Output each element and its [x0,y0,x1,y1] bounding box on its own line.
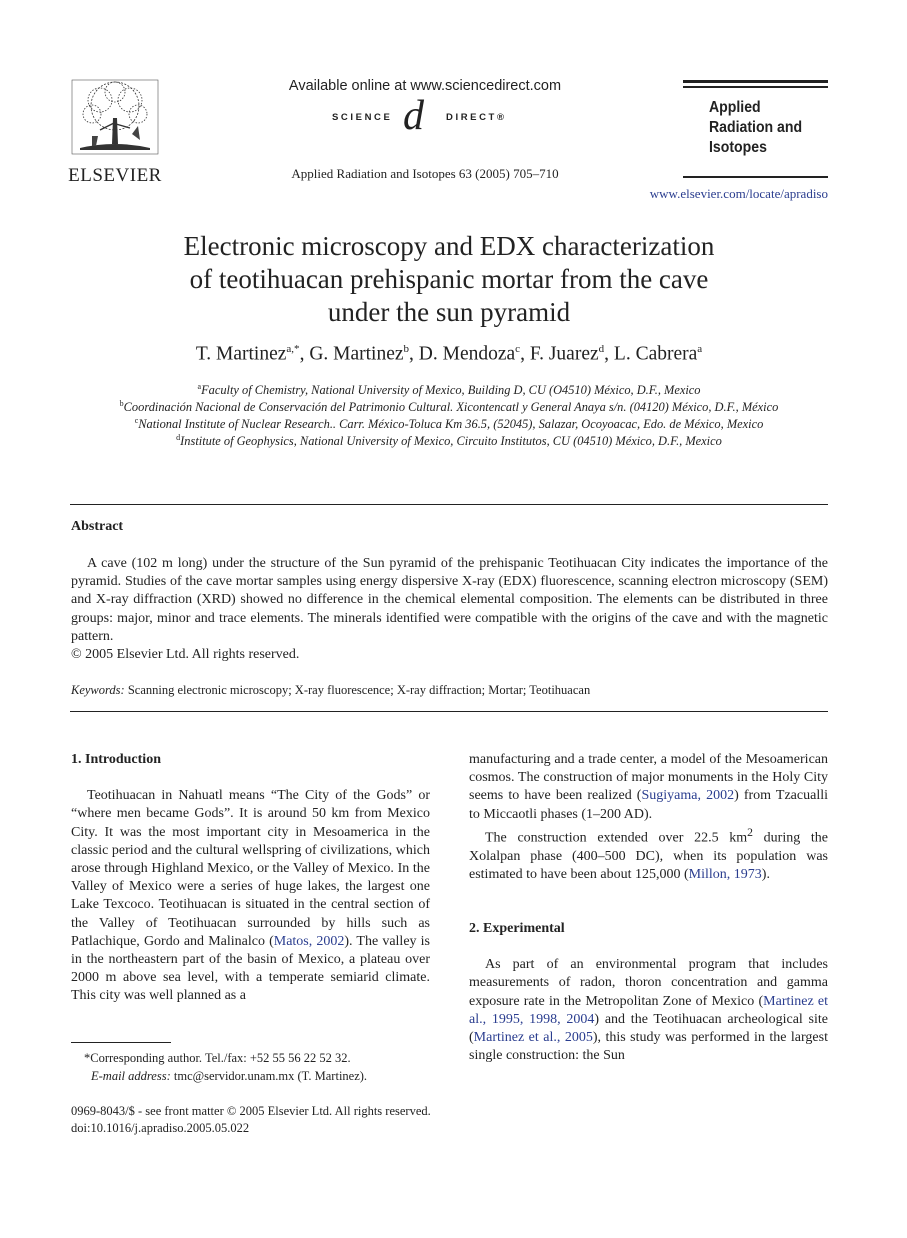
affiliation-text: Faculty of Chemistry, National University of Mexico, Building D, CU (O4510) México, D.F., Mexico [201,383,701,398]
author-name: G. Martinez [309,343,404,365]
text-run: ). The valley is in the northeastern part of the basin of Mexico, a plateau over 2000 m above sea level, with a temperate semiarid climate. This city was well planned as a [71,933,431,1004]
author-name: D. Mendoza [418,343,516,365]
doi-line[interactable]: doi:10.1016/j.apradiso.2005.05.022 [71,1121,250,1135]
author-sup: b [403,343,410,355]
abstract-bottom-rule [70,711,828,712]
affiliation-text: National Institute of Nuclear Research.. Carr. México-Toluca Km 36.5, (52045), Salazar, Ocoyoacac, Edo. de México, Mexico [138,417,764,432]
citation-link[interactable]: Martinez et al., 1995, 1998, 2004 [469,993,829,1027]
text-run: ) from Tzacualli to Miccaotli phases (1–200 AD). [469,788,828,822]
corresponding-author-note: *Corresponding author. Tel./fax: +52 55 56 22 52 32. [84,1051,351,1065]
text-run: Teotihuacan in Nahuatl means “The City of the Gods” or “where men became Gods”. It is around 50 km from Mexico City. It was the most important city in Mesoamerica in the classic period and the cultural wellspring of civilizations, which arose through Highland Mexico, or the Valley of Mexico. In the Valley of Mexico were a series of huge lakes, the largest one Lake Texcoco. Teotihuacan is situated in the central section of the Valley of Teotihuacan surrounded by hills such as Patlachique, Gordo and Malinalco ( [71,788,430,949]
text-run: manufacturing and a trade center, a model of the Mesoamerican cosmos. The construction of major monuments in the Holy City seems to have been realized ( [469,752,828,804]
abstract-heading: Abstract [71,519,124,534]
journal-reference: Applied Radiation and Isotopes 63 (2005) 705–710 [291,166,559,181]
email-note [91,1068,367,1085]
text-run: ) and the Teotihuacan archeological site ( [469,1011,829,1046]
affiliation-c [60,416,838,432]
sd-at-icon: d [403,93,424,139]
citation-link[interactable]: Martinez et al., 2005 [473,1030,593,1046]
sd-left-word: SCIENCE [332,112,393,123]
elsevier-logo [68,78,162,186]
affiliation-text: Coordinación Nacional de Conservación del Patrimonio Cultural. Xicontencatl y General Anaya s/n. (04120) México, D.F., México [123,400,779,415]
intro-paragraph-continued [469,751,828,824]
author-sup: c [515,343,521,355]
keywords [71,683,590,698]
bottom-rule [683,176,828,178]
available-online-text: Available online at www.sciencedirect.com [288,78,562,94]
citation-link[interactable]: Matos, 2002 [273,933,345,949]
intro-paragraph [71,787,430,1005]
left-column [71,751,430,1006]
front-matter-line: 0969-8043/$ - see front matter © 2005 Elsevier Ltd. All rights reserved. [71,1104,431,1118]
affiliation-a [60,382,838,398]
author-name: L. Cabrera [613,343,698,365]
text-run: The construction extended over 22.5 km [485,830,748,846]
top-rule-thick [683,80,828,83]
text-run: ). [761,866,770,882]
citation-link[interactable]: Millon, 1973 [688,866,762,882]
affiliation-d [60,433,838,449]
superscript: 2 [747,825,753,839]
affiliation-sup: d [176,433,181,442]
affiliation-b [60,399,838,415]
affiliation-text: Institute of Geophysics, National University of Mexico, Circuito Institutos, CU (04510) México, D.F., Mexico [180,434,722,449]
keywords-list: Scanning electronic microscopy; X-ray fluorescence; X-ray diffraction; Mortar; Teotihuacan [127,683,591,697]
sd-right-word: DIRECT® [446,112,507,123]
abstract-text: A cave (102 m long) under the structure of the Sun pyramid of the prehispanic Teotihuacan City indicates the importance of the pyramid. Studies of the cave mortar samples using energy dispersive X-ray (EDX) fluorescence, scanning electron microscopy (SEM) and X-ray diffraction (XRD) showed no difference in the chemical elemental composition. The elements can be distributed in three groups: major, minor and trace elements. The minerals identified were compatible with the origins of the cave and with the magnetic pattern. [71,556,828,644]
author-list: T. Martinez$^{a,*}$, G. Martinez$^b$, D. Mendoza$^c$, F. Juarez$^d$, L. Cabrera$^a$ [195,343,703,365]
section-heading-experimental: 2. Experimental [469,921,565,937]
intro-paragraph-2 [469,824,828,884]
affiliation-sup: c [134,416,139,425]
top-rule-thin [683,86,828,88]
footnote-rule [71,1042,171,1043]
experimental-paragraph [469,956,828,1065]
article-title [70,230,828,329]
journal-title-box [683,80,828,180]
email-address[interactable]: tmc@servidor.unam.mx (T. Martinez). [173,1069,368,1083]
citation-link[interactable]: Sugiyama, 2002 [641,788,735,804]
text-run: during the Xolalpan phase (400–500 DC), when its population was estimated to have been about 125,000 ( [469,830,828,882]
email-label: E-mail address: [91,1069,171,1083]
text-run: ), this study was performed in the largest single construction: the Sun [469,1030,828,1064]
sciencedirect-logo [330,93,520,139]
journal-title-line: Isotopes [709,139,767,156]
text-run: As part of an environmental program that includes measurements of radon, thoron concentration and gamma exposure rate in the Metropolitan Zone of Mexico ( [469,957,828,1009]
keywords-label: Keywords: [71,683,125,697]
author-sup: a [697,343,703,355]
author-sup: a,* [286,343,300,355]
journal-title-line: Radiation and [709,119,803,136]
publisher-name: ELSEVIER [68,165,162,186]
author-name: T. Martinez [195,343,287,365]
affiliation-sup: a [197,382,202,391]
journal-title [709,98,802,158]
author-sup: d [598,343,605,355]
abstract-copyright: © 2005 Elsevier Ltd. All rights reserved. [71,647,300,662]
title-line: under the sun pyramid [327,297,571,327]
abstract-top-rule [70,504,828,505]
journal-url-link[interactable]: www.elsevier.com/locate/apradiso [649,186,828,201]
elsevier-tree-icon [70,78,160,158]
title-line: of teotihuacan prehispanic mortar from the cave [189,264,709,294]
right-column [469,751,828,1066]
title-line: Electronic microscopy and EDX characterization [183,231,715,261]
affiliation-sup: b [119,399,124,408]
author-name: F. Juarez [529,343,599,365]
section-heading-introduction: 1. Introduction [71,752,161,767]
journal-title-line: Applied [709,99,761,116]
